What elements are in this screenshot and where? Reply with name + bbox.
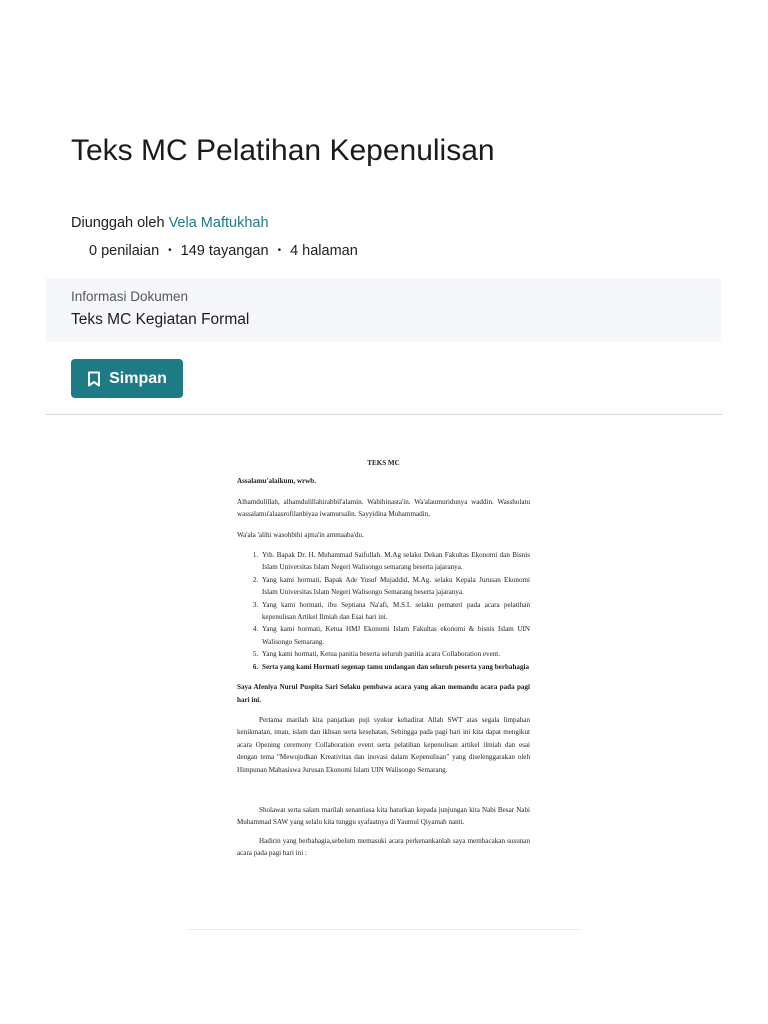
document-stats (89, 241, 358, 261)
separator-dot: • (277, 245, 282, 256)
salutation-list (237, 549, 530, 673)
page-title: Teks MC Pelatihan Kepenulisan (71, 134, 495, 167)
document-body (237, 430, 530, 860)
document-page-preview[interactable] (188, 430, 580, 930)
section-divider (46, 414, 722, 415)
list-item: 5. Yang kami hormati, Ketua panitia beserta seluruh panitia acara Collaboration event. (260, 648, 530, 660)
list-item: 3. Yang kami hormati, ibu Septiana Na'afi, M.S.I. selaku pemateri pada acara pelatihan kepenulisan Artikel Ilmiah dan Esai hari ini. (260, 599, 530, 624)
document-info-value: Teks MC Kegiatan Formal (71, 311, 250, 328)
document-intro: Saya Afeniya Nurul Puspita Sari Selaku pembawa acara yang akan memandu acara pada pagi hari ini. (237, 683, 530, 704)
document-heading: TEKS MC (367, 459, 400, 467)
uploader-link[interactable]: Vela Maftukhah (168, 215, 269, 231)
bookmark-icon (87, 371, 101, 387)
document-paragraph: Sholawat serta salam marilah senantiasa kita haturkan kepada junjungan kita Nabi Besar Nabi Muhammad SAW yang selalu kita tunggu syafaatnya di Yaumul Qiyamah nanti. (237, 805, 530, 827)
separator-dot: • (168, 245, 172, 256)
document-paragraph: Wa'ala 'alihi wasohbihi ajma'in ammaaba'du. (237, 530, 364, 539)
document-paragraph: Alhamdulillah, alhamdulillahirabbil'alamin. Wabihinasta'in. Wa'alaumuridunya waddin. Wassholatu wassalamu'alaasrofilanbiyaa iwamursalin. Sayyidina Muhammadin, (237, 497, 530, 519)
document-info-label: Informasi Dokumen (71, 289, 189, 304)
list-item: 1. Yth. Bapak Dr. H. Muhammad Saifullah. M.Ag selaku Dekan Fakultas Ekonomi dan Bisnis Islam Universitas Islam Negeri Walisongo semarang beserta jajaranya. (260, 549, 530, 574)
pages-count: 4 halaman (290, 243, 358, 259)
document-greeting: Assalamu'alaikum, wrwb. (237, 477, 317, 486)
document-info-panel (46, 278, 721, 342)
uploaded-by-label: Diunggah oleh (71, 215, 165, 231)
document-paragraph: Hadirin yang berbahagia,sebelum memasuki acara perkenankanlah saya membacakan susunan acara pada pagi hari ini : (237, 836, 530, 858)
document-paragraph: Pertama marilah kita panjatkan puji syukur kehadirat Allah SWT atas segala limpahan kenikmatan, iman, islam dan ikhsan serta kesehatan, Sehingga pada pagi hari ini kita dapat mengikut acara Opening ceremony Collaboration event serta pelatihan kepenulisan artikel ilmiah dan esai dengan tema "Mewujudkan Kreativitas dan inovasi dalam Kepenulisan" yang diselenggarakan oleh Himpunan Mahasiswa Jurusan Ekonomi Islam UIN Walisongo Semarang. (237, 715, 530, 774)
list-item: 6. Serta yang kami Hormati segenap tamu undangan dan seluruh peserta yang berbahagia (260, 661, 530, 673)
list-item: 4. Yang kami hormati, Ketua HMJ Ekonomi Islam Fakultas ekonomi & bisnis Islam UIN Walisongo Semarang. (260, 623, 530, 648)
save-button-label: Simpan (109, 369, 167, 387)
uploader-line (71, 213, 269, 233)
ratings-count: 0 penilaian (89, 243, 160, 259)
views-count: 149 tayangan (180, 243, 269, 259)
save-button[interactable] (71, 359, 183, 398)
list-item: 2. Yang kami hormati, Bapak Ade Yusuf Mujaddid, M.Ag. selaku Kepala Jurusan Ekonomi Islam Universitas Islam Negeri Walisongo Semarang beserta jajaranya. (260, 574, 530, 599)
